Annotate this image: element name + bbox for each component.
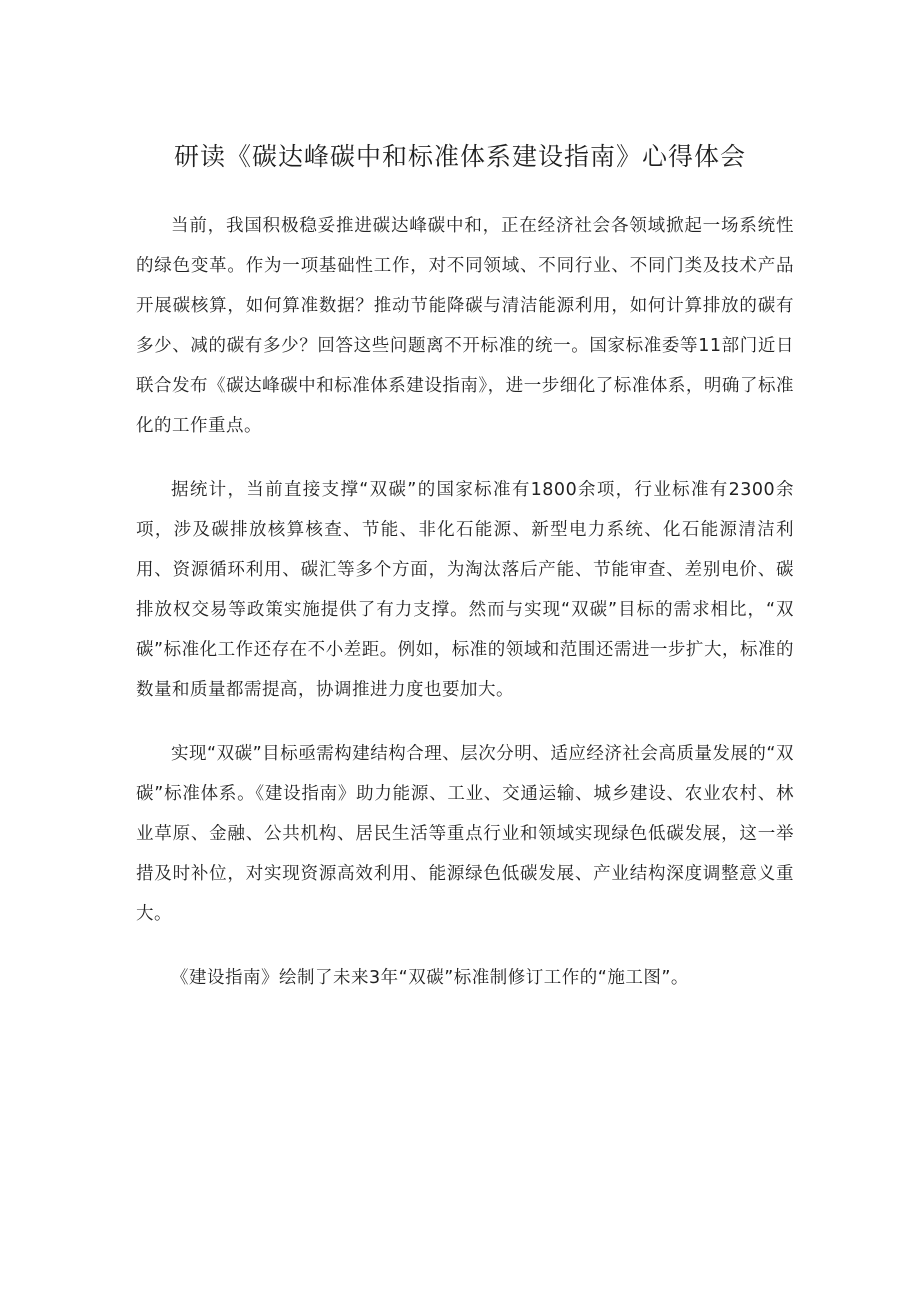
paragraph-1: 当前，我国积极稳妥推进碳达峰碳中和，正在经济社会各领域掀起一场系统性的绿色变革。作为一项基础性工作，对不同领域、不同行业、不同门类及技术产品开展碳核算，如何算准数据？推动节能降碳与清洁能源利用，如何计算排放的碳有多少、减的碳有多少？回答这些问题离不开标准的统一。国家标准委等11部门近日联合发布《碳达峰碳中和标准体系建设指南》，进一步细化了标准体系，明确了标准化的工作重点。	[136, 216, 794, 436]
paragraph-4: 《建设指南》绘制了未来3年“双碳”标准制修订工作的“施工图”。	[171, 968, 689, 988]
document-body	[136, 206, 794, 1022]
paragraph-2: 据统计，当前直接支撑“双碳”的国家标准有1800余项，行业标准有2300余项，涉及碳排放核算核查、节能、非化石能源、新型电力系统、化石能源清洁利用、资源循环利用、碳汇等多个方面，为淘汰落后产能、节能审查、差别电价、碳排放权交易等政策实施提供了有力支撑。然而与实现“双碳”目标的需求相比，“双碳”标准化工作还存在不小差距。例如，标准的领域和范围还需进一步扩大，标准的数量和质量都需提高，协调推进力度也要加大。	[136, 480, 794, 700]
document-title: 研读《碳达峰碳中和标准体系建设指南》心得体会	[173, 142, 746, 171]
paragraph-3: 实现“双碳”目标亟需构建结构合理、层次分明、适应经济社会高质量发展的“双碳”标准体系。《建设指南》助力能源、工业、交通运输、城乡建设、农业农村、林业草原、金融、公共机构、居民生活等重点行业和领域实现绿色低碳发展，这一举措及时补位，对实现资源高效利用、能源绿色低碳发展、产业结构深度调整意义重大。	[136, 744, 794, 924]
